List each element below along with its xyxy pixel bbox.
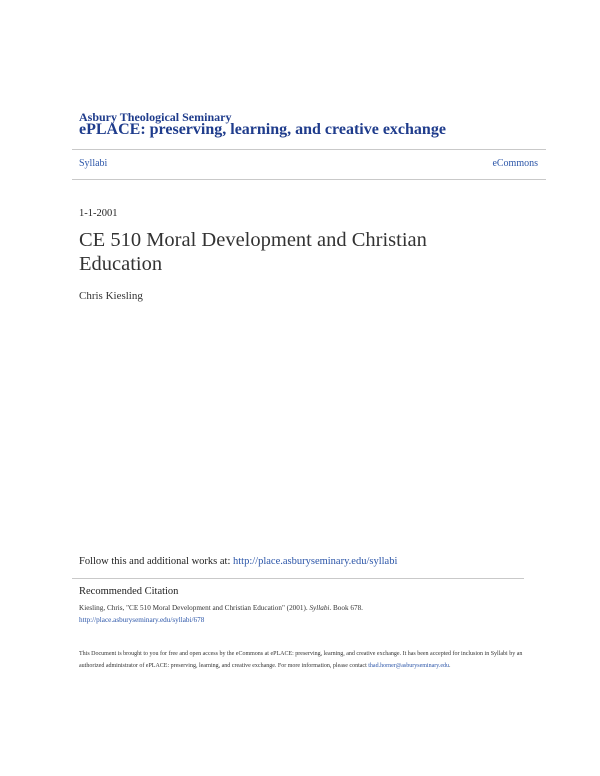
header-divider-bottom xyxy=(72,179,546,180)
document-title: CE 510 Moral Development and Christian Education xyxy=(79,229,427,275)
repository-title: ePLACE: preserving, learning, and creative exchange xyxy=(79,121,446,138)
follow-prefix: Follow this and additional works at: xyxy=(79,556,233,567)
syllabi-link[interactable]: Syllabi xyxy=(79,158,108,169)
notice-text: This Document is brought to you for free and open access by the eCommons at ePLACE: preserving, learning, and creative exchange. It has been accepted for inclusion in Syllabi by an authorized administrator of ePLACE: preserving, learning, and creative exchange. For more information, please contact xyxy=(79,651,523,669)
follow-line xyxy=(79,556,397,567)
document-date: 1-1-2001 xyxy=(79,208,118,219)
access-notice xyxy=(79,648,529,672)
notice-ending: . xyxy=(449,663,451,669)
citation-url-link[interactable]: http://place.asburyseminary.edu/syllabi/678 xyxy=(79,616,205,624)
citation-tail: . Book 678. xyxy=(329,604,363,612)
header-divider-top xyxy=(72,149,546,150)
citation-series: Syllabi xyxy=(309,604,330,612)
institution-name: Asbury Theological Seminary xyxy=(79,110,232,124)
citation-text xyxy=(79,602,363,626)
document-author: Chris Kiesling xyxy=(79,290,143,302)
citation-divider xyxy=(72,578,524,579)
citation-lead: Kiesling, Chris, "CE 510 Moral Development and Christian Education" (2001). xyxy=(79,604,310,612)
follow-url-link[interactable]: http://place.asburyseminary.edu/syllabi xyxy=(233,556,398,567)
recommended-citation-heading: Recommended Citation xyxy=(79,586,179,597)
ecommons-link[interactable]: eCommons xyxy=(492,158,538,169)
contact-email-link[interactable]: thad.horner@asburyseminary.edu xyxy=(368,663,450,669)
